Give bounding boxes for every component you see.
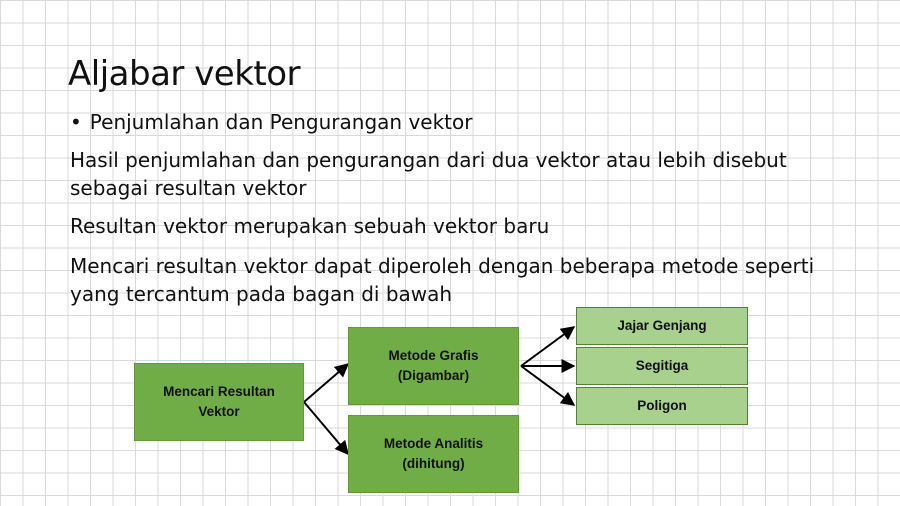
node-analitis-label: Metode Analitis (dihitung)	[383, 436, 484, 471]
node-segitiga-label: Segitiga	[635, 358, 689, 373]
paragraph-new-vector: Resultan vektor merupakan sebuah vektor baru	[70, 214, 550, 238]
node-poligon-label: Poligon	[637, 398, 687, 413]
node-metode-analitis	[348, 415, 519, 493]
connector-grafis-to-poligon	[521, 366, 574, 405]
slide-title: Aljabar vektor	[68, 54, 301, 94]
connector-root-to-analitis	[304, 402, 348, 454]
node-poligon	[576, 387, 748, 425]
connector-root-to-grafis	[304, 364, 348, 402]
node-jajar-genjang	[576, 307, 748, 345]
node-jajar-genjang-label: Jajar Genjang	[617, 318, 707, 333]
node-mencari-resultan-vektor	[134, 363, 304, 441]
node-grafis-label: Metode Grafis (Digambar)	[388, 348, 479, 383]
bullet-text: Penjumlahan dan Pengurangan vektor	[89, 110, 473, 134]
connector-grafis-to-jajar-genjang	[521, 327, 574, 366]
node-segitiga	[576, 347, 748, 385]
bullet-dot-icon: •	[70, 110, 82, 134]
paragraph-methods-intro: Mencari resultan vektor dapat diperoleh dengan beberapa metode seperti yang tercantum pada bagan di bawah	[70, 254, 815, 306]
node-root-label: Mencari Resultan Vektor	[163, 384, 275, 419]
node-metode-grafis	[348, 327, 519, 405]
paragraph-resultant-definition: Hasil penjumlahan dan pengurangan dari dua vektor atau lebih disebut sebagai resultan vektor	[70, 148, 787, 200]
